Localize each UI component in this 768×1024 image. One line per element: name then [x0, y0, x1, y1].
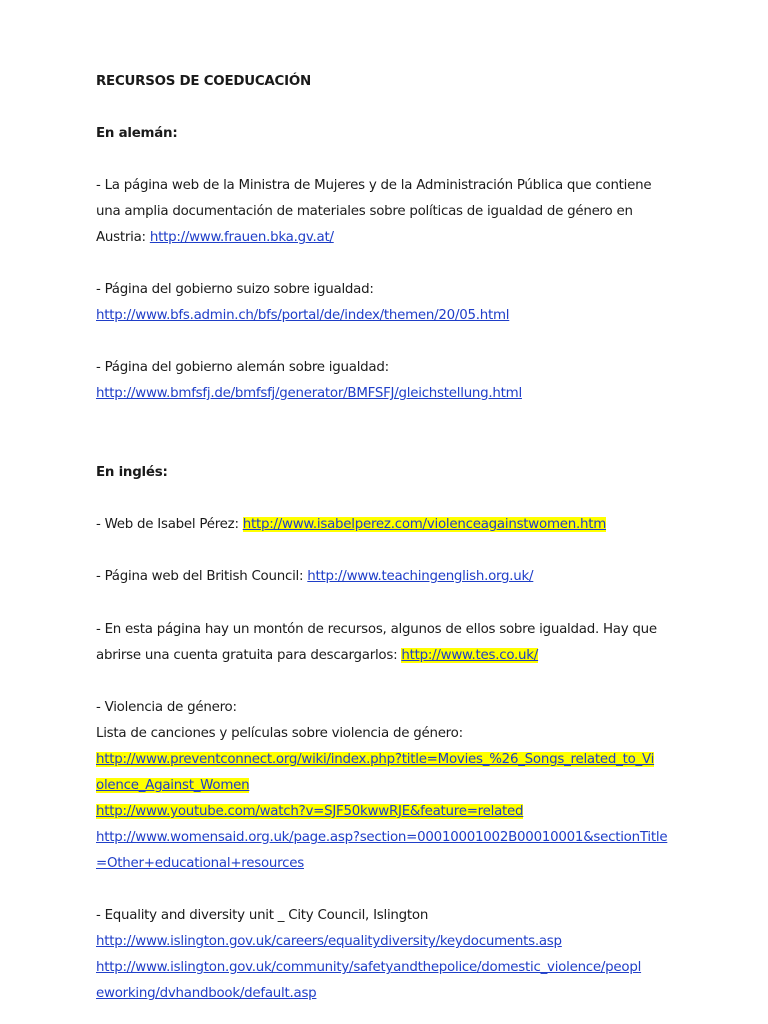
paragraph-line — [96, 517, 606, 532]
link-isabelperez[interactable]: http://www.isabelperez.com/violenceagainstwomen.htm — [242, 517, 606, 532]
link-line — [96, 856, 304, 871]
paragraph-line: - La página web de la Ministra de Mujeres y de la Administración Pública que contiene — [96, 178, 652, 193]
paragraph-line: - Página del gobierno alemán sobre igualdad: — [96, 360, 389, 375]
link-prefix-text: Austria: — [96, 230, 150, 245]
link-islington-community[interactable]: http://www.islington.gov.uk/community/safetyandthepolice/domestic_violence/peopl — [96, 960, 642, 975]
paragraph-line — [96, 648, 538, 663]
link-womensaid[interactable]: http://www.womensaid.org.uk/page.asp?section=00010001002B00010001&sectionTitle — [96, 830, 668, 845]
link-line — [96, 830, 667, 845]
link-line — [96, 804, 523, 819]
link-womensaid-cont[interactable]: =Other+educational+resources — [96, 856, 304, 871]
link-prefix-text: - Página web del British Council: — [96, 569, 308, 584]
section-heading-german: En alemán: — [96, 126, 178, 141]
link-frauen-bka[interactable]: http://www.frauen.bka.gv.at/ — [149, 230, 334, 245]
link-tes[interactable]: http://www.tes.co.uk/ — [401, 648, 539, 663]
link-line — [96, 960, 641, 975]
paragraph-line: - En esta página hay un montón de recursos, algunos de ellos sobre igualdad. Hay que — [96, 622, 657, 637]
link-bmfsfj[interactable]: http://www.bmfsfj.de/bmfsfj/generator/BMFSFJ/gleichstellung.html — [96, 386, 522, 401]
paragraph-line — [96, 230, 334, 245]
paragraph-line: Lista de canciones y películas sobre violencia de género: — [96, 726, 463, 741]
link-bfs-admin[interactable]: http://www.bfs.admin.ch/bfs/portal/de/index/themen/20/05.html — [96, 308, 510, 323]
link-preventconnect[interactable]: http://www.preventconnect.org/wiki/index.php?title=Movies_%26_Songs_related_to_Vi — [96, 752, 655, 767]
link-youtube[interactable]: http://www.youtube.com/watch?v=SJF50kwwRJE&feature=related — [96, 804, 524, 819]
link-prefix-text: - Web de Isabel Pérez: — [96, 517, 243, 532]
link-islington-community-cont[interactable]: eworking/dvhandbook/default.asp — [96, 986, 317, 1001]
link-preventconnect-cont[interactable]: olence_Against_Women — [96, 778, 250, 793]
section-heading-english: En inglés: — [96, 465, 168, 480]
paragraph-line: una amplia documentación de materiales sobre políticas de igualdad de género en — [96, 204, 633, 219]
document-title: RECURSOS DE COEDUCACIÓN — [96, 74, 311, 89]
link-prefix-text: abrirse una cuenta gratuita para descargarlos: — [96, 648, 402, 663]
link-islington-careers[interactable]: http://www.islington.gov.uk/careers/equalitydiversity/keydocuments.asp — [96, 934, 562, 949]
paragraph-line — [96, 569, 533, 584]
link-line — [96, 986, 316, 1001]
paragraph-line: - Violencia de género: — [96, 700, 237, 715]
link-line — [96, 308, 509, 323]
link-teachingenglish[interactable]: http://www.teachingenglish.org.uk/ — [307, 569, 534, 584]
paragraph-line: - Página del gobierno suizo sobre igualdad: — [96, 282, 374, 297]
link-line — [96, 386, 522, 401]
paragraph-line: - Equality and diversity unit _ City Council, Islington — [96, 908, 429, 923]
link-line — [96, 752, 654, 767]
link-line — [96, 778, 249, 793]
link-line — [96, 934, 562, 949]
